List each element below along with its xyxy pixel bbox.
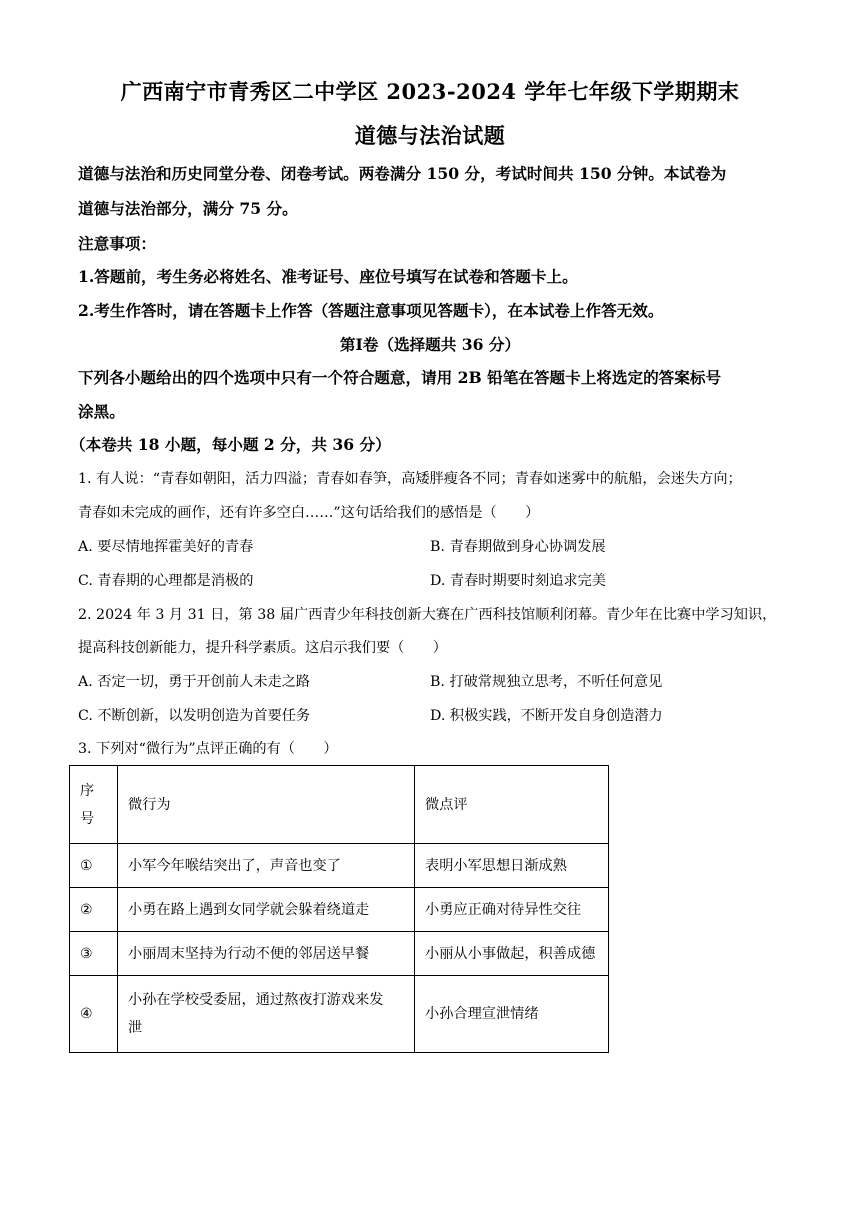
- table-header-action: 微行为: [118, 766, 415, 844]
- table-cell-no: ④: [70, 976, 118, 1053]
- table-header-no: [70, 766, 118, 844]
- table-cell-action-line-2: 泄: [128, 1020, 143, 1036]
- notes-heading: 注意事项：: [78, 234, 156, 253]
- section-instruction-line-1: 下列各小题给出的四个选项中只有一个符合题意，请用 2B 铅笔在答题卡上将选定的答案标号: [78, 368, 722, 387]
- table-cell-action: 小丽周末坚持为行动不便的邻居送早餐: [118, 932, 415, 976]
- table-row: [70, 976, 609, 1053]
- table-row: [70, 844, 609, 888]
- question-2-option-a: A. 否定一切，勇于开创前人未走之路: [78, 674, 311, 690]
- question-2-option-b: B. 打破常规独立思考，不听任何意见: [430, 674, 663, 690]
- section-instruction-line-2: 涂黑。: [78, 402, 125, 421]
- intro-line-2: 道德与法治部分，满分 75 分。: [78, 199, 298, 218]
- question-3-stem: 3. 下列对“微行为”点评正确的有（ ）: [78, 741, 338, 757]
- notes-item-2: 2.考生作答时，请在答题卡上作答（答题注意事项见答题卡），在本试卷上作答无效。: [78, 301, 664, 320]
- table-cell-no: ②: [70, 888, 118, 932]
- question-2-option-c: C. 不断创新，以发明创造为首要任务: [78, 708, 311, 724]
- exam-title: 广西南宁市青秀区二中学区 2023-2024 学年七年级下学期期末: [120, 79, 740, 104]
- table-row: [70, 888, 609, 932]
- question-2-option-d: D. 积极实践，不断开发自身创造潜力: [430, 708, 663, 724]
- exam-subtitle: 道德与法治试题: [354, 123, 506, 148]
- table-cell-comment: 小孙合理宣泄情绪: [415, 976, 609, 1053]
- notes-item-1: 1.答题前，考生务必将姓名、准考证号、座位号填写在试卷和答题卡上。: [78, 267, 578, 286]
- behavior-table: [69, 765, 609, 1053]
- table-cell-comment: 小勇应正确对待异性交往: [415, 888, 609, 932]
- question-1-option-b: B. 青春期做到身心协调发展: [430, 539, 606, 555]
- table-cell-no: ①: [70, 844, 118, 888]
- table-cell-action: 小勇在路上遇到女同学就会躲着绕道走: [118, 888, 415, 932]
- table-header-comment: 微点评: [415, 766, 609, 844]
- question-1-option-c: C. 青春期的心理都是消极的: [78, 573, 254, 589]
- table-header-no-line-1: 序: [80, 782, 95, 799]
- table-cell-action: [118, 976, 415, 1053]
- question-1-stem-line-2: 青春如未完成的画作，还有许多空白……”这句话给我们的感悟是（ ）: [78, 505, 540, 521]
- table-cell-action-line-1: 小孙在学校受委屈，通过熬夜打游戏来发: [128, 992, 384, 1008]
- section-summary: （本卷共 18 小题，每小题 2 分，共 36 分）: [70, 435, 391, 454]
- table-cell-no: ③: [70, 932, 118, 976]
- question-1-option-a: A. 要尽情地挥霍美好的青春: [78, 539, 254, 555]
- question-1-option-d: D. 青春时期要时刻追求完美: [430, 573, 606, 589]
- table-row: [70, 932, 609, 976]
- section-title: 第Ⅰ卷（选择题共 36 分）: [339, 335, 521, 354]
- table-header-row: [70, 766, 609, 844]
- table-cell-action: 小军今年喉结突出了，声音也变了: [118, 844, 415, 888]
- table-cell-comment: 小丽从小事做起，积善成德: [415, 932, 609, 976]
- table-header-no-line-2: 号: [80, 810, 95, 827]
- question-1-stem-line-1: 1. 有人说：“青春如朝阳，活力四溢；青春如春笋，高矮胖瘦各不同；青春如迷雾中的航船，会迷失方向；: [78, 471, 742, 487]
- question-2-stem-line-1: 2. 2024 年 3 月 31 日，第 38 届广西青少年科技创新大赛在广西科技馆顺利闭幕。青少年在比赛中学习知识，: [78, 607, 777, 623]
- question-2-stem-line-2: 提高科技创新能力，提升科学素质。这启示我们要（ ）: [78, 640, 447, 656]
- intro-line-1: 道德与法治和历史同堂分卷、闭卷考试。两卷满分 150 分，考试时间共 150 分钟。本试卷为: [78, 164, 727, 183]
- table-cell-comment: 表明小军思想日渐成熟: [415, 844, 609, 888]
